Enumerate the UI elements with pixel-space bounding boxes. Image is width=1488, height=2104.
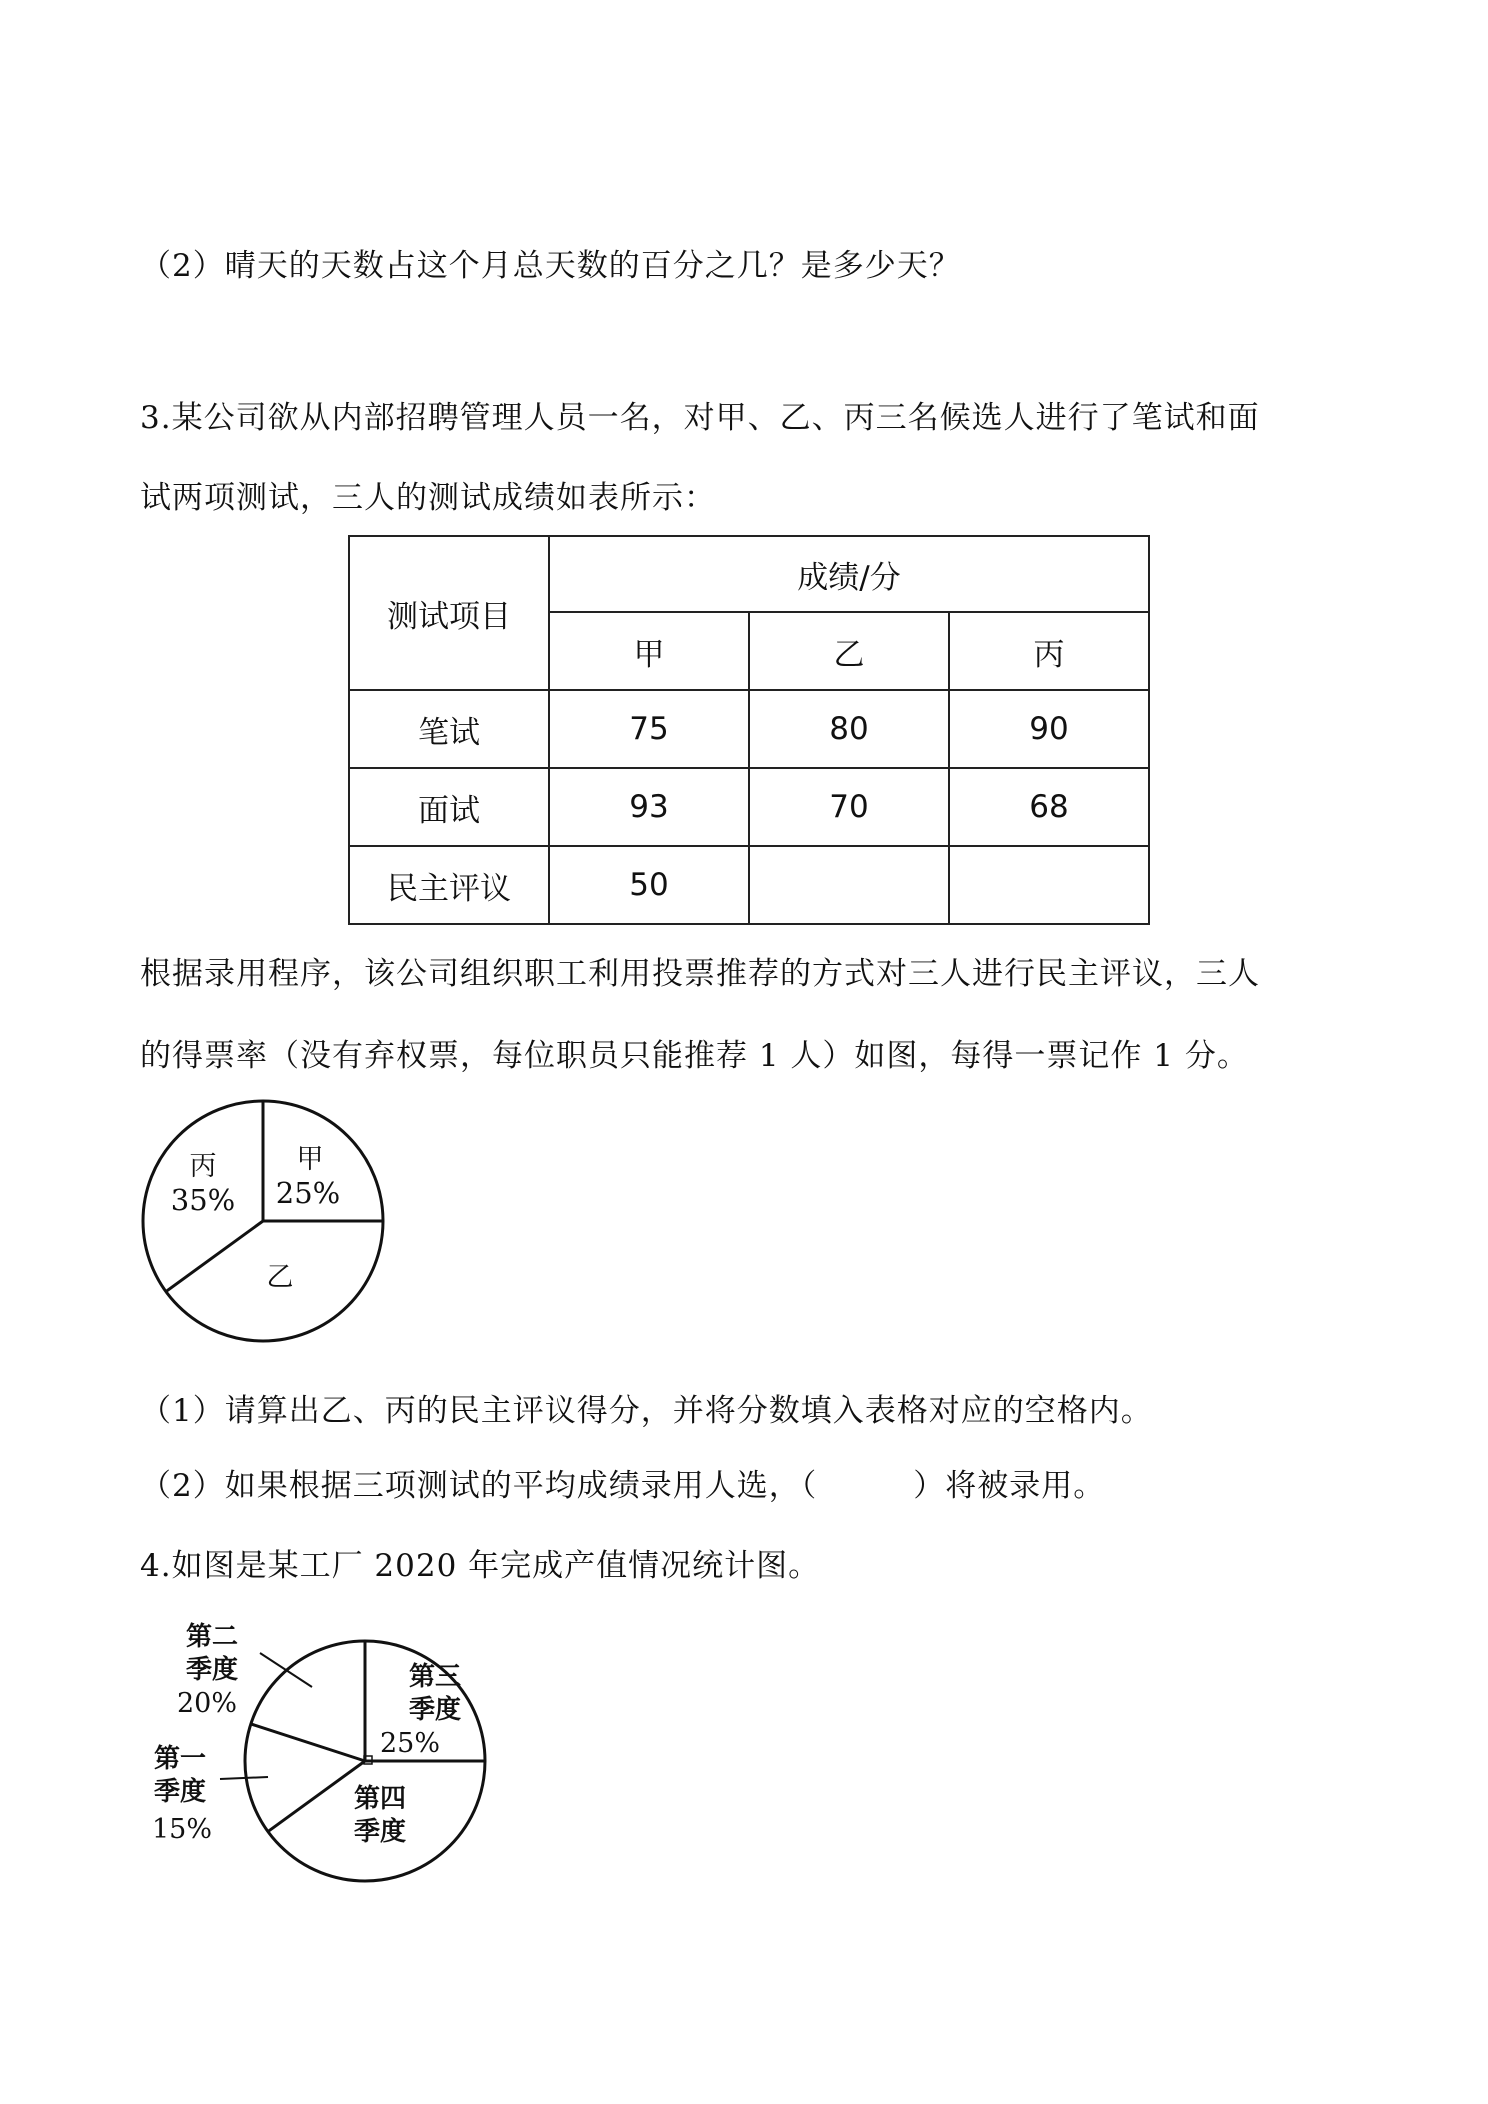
slice-value-bing: 35%	[170, 1183, 236, 1217]
question-2-2: （2）晴天的天数占这个月总天数的百分之几？是多少天？	[140, 248, 961, 284]
slice-value-jia: 25%	[275, 1176, 341, 1210]
cell-value	[949, 846, 1149, 924]
question-3-sub-2: （2）如果根据三项测试的平均成绩录用人选，（ ）将被录用。	[140, 1468, 1106, 1504]
question-3-sub-1: （1）请算出乙、丙的民主评议得分，并将分数填入表格对应的空格内。	[140, 1393, 1153, 1429]
table-row	[349, 768, 1149, 846]
cell-value: 93	[549, 768, 749, 846]
slice-value-q1: 15%	[151, 1814, 213, 1845]
slice-label-q3: 第三季度	[408, 1662, 462, 1725]
question-3-after-line-1: 根据录用程序，该公司组织职工利用投票推荐的方式对三人进行民主评议，三人	[140, 956, 1260, 992]
question-3-line-1: 3.某公司欲从内部招聘管理人员一名，对甲、乙、丙三名候选人进行了笔试和面	[140, 400, 1260, 436]
slice-label-q4: 第四季度	[353, 1784, 407, 1847]
score-table	[348, 535, 1150, 925]
leader-line-q1	[220, 1777, 268, 1779]
row-label: 面试	[349, 768, 549, 846]
vote-pie-slice-boundary-2	[166, 1221, 263, 1292]
cell-value: 68	[949, 768, 1149, 846]
row-label: 民主评议	[349, 846, 549, 924]
header-candidate-jia: 甲	[549, 612, 749, 690]
header-candidate-yi: 乙	[749, 612, 949, 690]
vote-rate-pie-chart	[135, 1093, 395, 1353]
cell-value	[749, 846, 949, 924]
question-3-after-line-2: 的得票率（没有弃权票，每位职员只能推荐 1 人）如图，每得一票记作 1 分。	[140, 1038, 1249, 1074]
cell-value: 75	[549, 690, 749, 768]
slice-label-q2-a: 第二季度	[185, 1622, 239, 1685]
header-candidate-bing: 丙	[949, 612, 1149, 690]
row-label: 笔试	[349, 690, 549, 768]
cell-value: 70	[749, 768, 949, 846]
output-pie-slice-boundary-2	[268, 1761, 365, 1832]
cell-value: 90	[949, 690, 1149, 768]
slice-value-q3: 25%	[379, 1728, 441, 1759]
header-test-item: 测试项目	[349, 536, 549, 690]
question-3-line-2: 试两项测试，三人的测试成绩如表所示：	[140, 480, 716, 516]
output-pie-slice-boundary-3	[251, 1724, 365, 1761]
slice-label-yi: 乙	[266, 1262, 294, 1293]
table-row	[349, 846, 1149, 924]
cell-value: 50	[549, 846, 749, 924]
quarterly-output-pie-chart	[140, 1615, 500, 1915]
question-4-line-1: 4.如图是某工厂 2020 年完成产值情况统计图。	[140, 1548, 821, 1584]
cell-value: 80	[749, 690, 949, 768]
slice-label-q1: 第一季度	[153, 1744, 207, 1807]
table-row	[349, 690, 1149, 768]
slice-label-jia: 甲	[296, 1144, 324, 1175]
header-score: 成绩/分	[549, 536, 1149, 612]
slice-label-bing: 丙	[189, 1151, 217, 1182]
slice-value-q2: 20%	[176, 1688, 238, 1719]
